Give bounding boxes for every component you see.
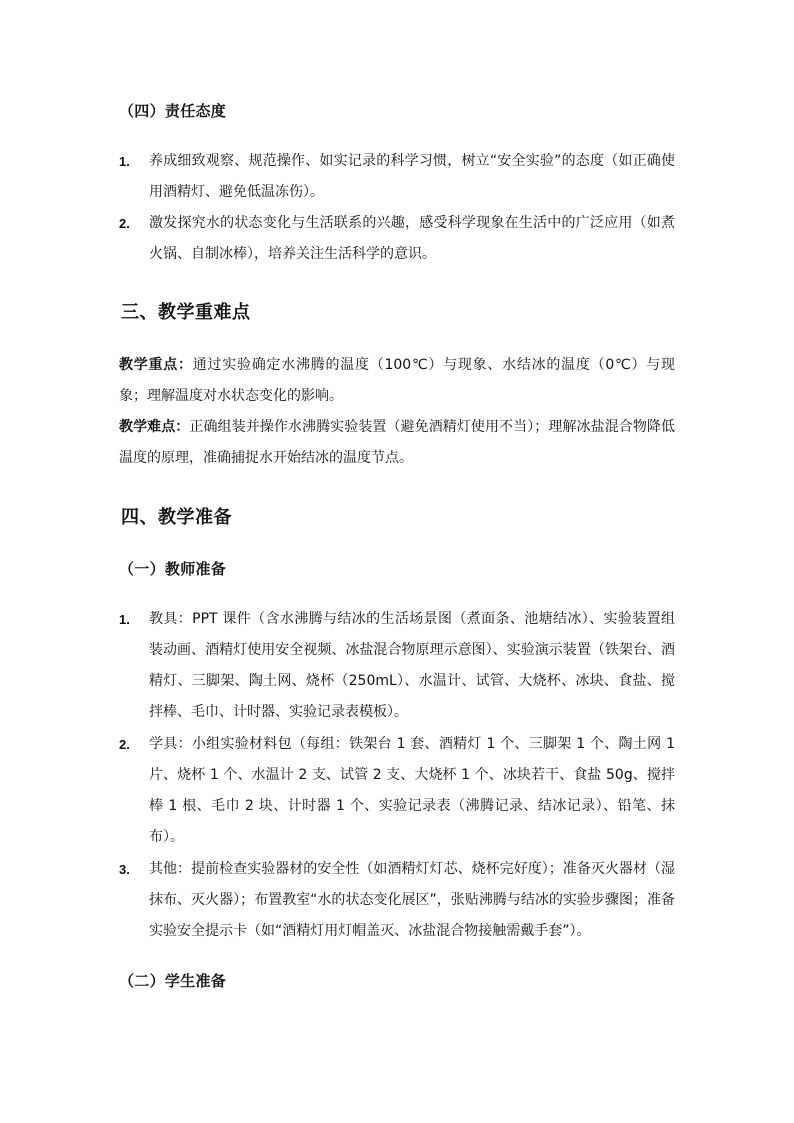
list-text: 养成细致观察、规范操作、如实记录的科学习惯，树立“安全实验”的态度（如正确使用酒精灯、避免低温冻伤）。 <box>149 153 675 200</box>
key-point-text: 通过实验确定水沸腾的温度（100℃）与现象、水结冰的温度（0℃）与现象；理解温度对水状态变化的影响。 <box>119 357 676 404</box>
list-item <box>119 729 675 853</box>
list-number: 2. <box>119 737 130 752</box>
difficult-point-text: 正确组装并操作水沸腾实验装置（避免酒精灯使用不当）；理解冰盐混合物降低温度的原理，准确捕捉水开始结冰的温度节点。 <box>119 419 676 466</box>
list-number: 2. <box>119 216 130 231</box>
list-number: 3. <box>119 862 130 877</box>
list-text: 其他：提前检查实验器材的安全性（如酒精灯灯芯、烧杯完好度）；准备灭火器材（湿抹布、灭火器）；布置教室“水的状态变化展区”，张贴沸腾与结冰的实验步骤图；准备实验安全提示卡（如“酒精灯用灯帽盖灭、冰盐混合物接触需戴手套”）。 <box>149 861 675 939</box>
list-text: 学具：小组实验材料包（每组：铁架台 1 套、酒精灯 1 个、三脚架 1 个、陶土网 1 片、烧杯 1 个、水温计 2 支、试管 2 支、大烧杯 1 个、冰块若干、食盐 50g、搅拌棒 1 根、毛巾 2 块、计时器 1 个、实验记录表（沸腾记录、结冰记录）、铅笔、抹布）。 <box>149 736 675 845</box>
difficult-point-label: 教学难点： <box>119 419 190 435</box>
list-text: 激发探究水的状态变化与生活联系的兴趣，感受科学现象在生活中的广泛应用（如煮火锅、自制冰棒），培养关注生活科学的意识。 <box>149 215 675 262</box>
list-item <box>119 208 675 270</box>
subsection-heading-teacher-preparation: （一）教师准备 <box>119 560 227 578</box>
list-number: 1. <box>119 154 130 169</box>
difficult-point-paragraph <box>119 412 675 474</box>
key-point-label: 教学重点： <box>119 357 193 373</box>
section-heading-teaching-preparation: 四、教学准备 <box>121 507 232 528</box>
list-item <box>119 854 675 947</box>
list-item <box>119 146 675 208</box>
list-number: 1. <box>119 612 130 627</box>
list-text: 教具：PPT 课件（含水沸腾与结冰的生活场景图（煮面条、池塘结冰）、实验装置组装动画、酒精灯使用安全视频、冰盐混合物原理示意图）、实验演示装置（铁架台、酒精灯、三脚架、陶土网、烧杯（250mL）、水温计、试管、大烧杯、冰块、食盐、搅拌棒、毛巾、计时器、实验记录表模板）。 <box>149 611 675 720</box>
section-heading-key-difficult-points: 三、教学重难点 <box>121 302 251 323</box>
list-item <box>119 604 675 728</box>
subsection-heading-student-preparation: （二）学生准备 <box>119 972 227 990</box>
key-point-paragraph <box>119 350 675 412</box>
section-heading-responsibility: （四）责任态度 <box>119 102 227 120</box>
